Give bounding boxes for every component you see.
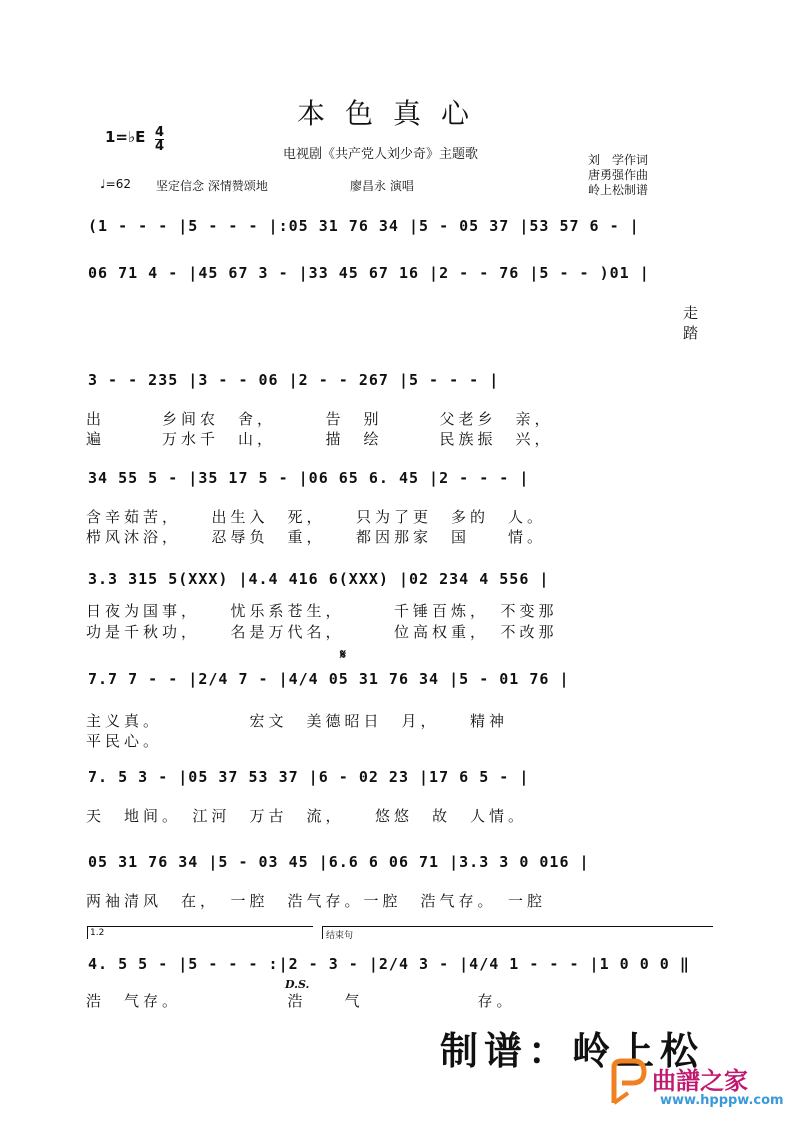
credit-lyricist: 刘 学作词 [588, 153, 649, 167]
lyric-line-4b: 栉风沐浴， 忍辱负 重， 都因那家 国 情。 [86, 528, 547, 546]
score-line-6: 7.7 7 - - |2/4 7 - |4/4 05 31 76 34 |5 - 01 76 | [88, 670, 570, 688]
lyric-line-8: 两袖清风 在， 一腔 浩气存。一腔 浩气存。 一腔 [86, 892, 547, 910]
lyric-line-9: 浩 气存。 浩 气 存。 [86, 992, 516, 1010]
time-signature-bottom: 4 [155, 139, 165, 154]
score-line-4: 34 55 5 - |35 17 5 - |06 65 6. 45 |2 - - - | [88, 469, 530, 487]
credit-transcriber: 岭上松制谱 [588, 183, 649, 197]
time-signature-top: 4 [155, 125, 165, 140]
transcriber-signature: 制谱：岭上松 [440, 1028, 705, 1073]
score-line-5: 3.3 315 5(XXX) |4.4 416 6(XXX) |02 234 4 556 | [88, 570, 550, 588]
pickup-lyric-1: 走 [683, 304, 703, 322]
lyric-line-3a: 出 乡间农 舍， 告 别 父老乡 亲， [86, 410, 554, 428]
lyric-line-5a: 日夜为国事， 忧乐系苍生， 千锤百炼， 不变那 [86, 602, 558, 620]
expression-marking: 坚定信念 深情赞颂地 [156, 179, 268, 193]
key-signature: 1=♭E [105, 128, 146, 146]
dal-segno: D.S. [285, 978, 310, 991]
score-line-2: 06 71 4 - |45 67 3 - |33 45 67 16 |2 - - 76 |5 - - )01 | [88, 264, 650, 282]
logo-url: www.hpppw.com [660, 1093, 784, 1108]
lyric-line-5b: 功是千秋功， 名是万代名， 位高权重， 不改那 [86, 623, 558, 641]
score-line-9: 4. 5 5 - |5 - - - :|2 - 3 - |2/4 3 - |4/4 1 - - - |1 0 0 0 ‖ [88, 955, 690, 973]
segno-sign: 𝄋 [340, 647, 347, 663]
time-signature [155, 126, 164, 153]
lyric-line-3b: 遍 万水千 山， 描 绘 民族振 兴， [86, 430, 554, 448]
score-line-1: (1 - - - |5 - - - |:05 31 76 34 |5 - 05 37 |53 57 6 - | [88, 217, 640, 235]
lyric-line-6b: 平民心。 [86, 732, 163, 750]
lyric-line-6a: 主义真。 宏文 美德昭日 月， 精神 [86, 712, 509, 730]
song-title: 本色真心 [297, 97, 490, 130]
subtitle: 电视剧《共产党人刘少奇》主题歌 [283, 147, 479, 162]
lyric-line-7: 天 地间。 江河 万古 流， 悠悠 故 人情。 [86, 807, 528, 825]
ending-bracket [322, 926, 713, 939]
logo-mark-icon [608, 1057, 648, 1107]
ending-label: 结束句 [326, 931, 354, 941]
score-line-8: 05 31 76 34 |5 - 03 45 |6.6 6 06 71 |3.3 3 0 016 | [88, 853, 590, 871]
performer: 廖昌永 演唱 [350, 179, 414, 193]
lyric-line-4a: 含辛茹苦， 出生入 死， 只为了更 多的 人。 [86, 508, 547, 526]
tempo-marking: ♩=62 [100, 177, 131, 191]
score-line-3: 3 - - 235 |3 - - 06 |2 - - 267 |5 - - - | [88, 371, 500, 389]
credit-composer: 唐勇强作曲 [588, 168, 649, 182]
pickup-lyric-2: 踏 [683, 324, 703, 342]
score-line-7: 7. 5 3 - |05 37 53 37 |6 - 02 23 |17 6 5 - | [88, 768, 530, 786]
logo-text: 曲譜之家 [652, 1067, 748, 1095]
volta-bracket [87, 926, 313, 939]
site-logo [608, 1055, 784, 1115]
volta-label: 1.2 [90, 928, 105, 938]
